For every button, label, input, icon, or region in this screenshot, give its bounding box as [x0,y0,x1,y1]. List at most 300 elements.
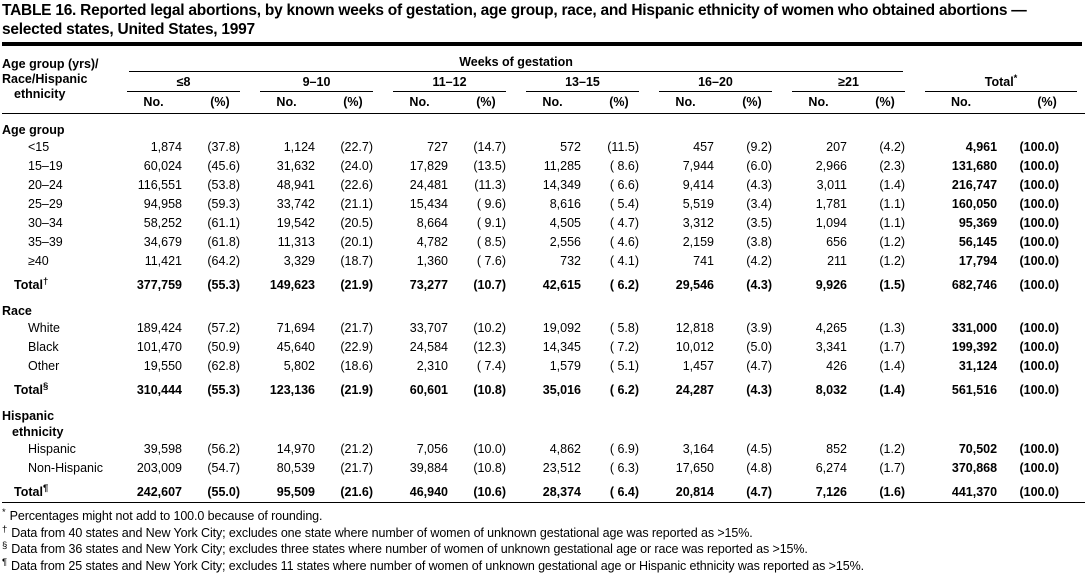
footnote [2,508,1082,525]
percent-cell: (100.0) [1019,359,1060,373]
percent-cell: (22.6) [340,178,373,192]
table-row [2,138,1085,157]
percent-cell: (4.7) [746,485,772,499]
gestation-group-header [649,72,782,92]
percent-cell: (59.3) [207,197,240,211]
row-label [2,440,117,459]
count-cell: 9,926 [815,278,847,292]
percent-cell: (20.1) [340,235,373,249]
percent-cell: (4.8) [746,461,772,475]
count-cell: 11,421 [144,254,182,268]
percent-cell: (55.3) [207,278,240,292]
table-row [2,319,1085,338]
count-cell: 3,341 [815,340,847,354]
table-row [2,233,1085,252]
count-cell: 131,680 [951,159,998,173]
count-cell: 39,598 [143,442,182,456]
count-cell: 727 [427,140,448,154]
count-cell: 31,632 [276,159,315,173]
total-row [2,478,1085,503]
footnote [2,558,1082,575]
count-cell: 4,505 [549,216,581,230]
count-cell: 46,940 [409,485,448,499]
percent-cell: (20.5) [340,216,373,230]
total-label-text: Total [984,75,1014,89]
weeks-of-gestation-header [117,55,915,72]
table-header [2,55,1085,114]
count-cell: 457 [693,140,714,154]
percent-cell: (100.0) [1019,383,1060,397]
table-row [2,338,1085,357]
count-cell: 216,747 [951,178,998,192]
percent-cell: (10.8) [473,461,506,475]
row-label-text: Total [14,278,43,292]
percent-cell: ( 6.2) [609,278,639,292]
count-cell: 1,124 [283,140,315,154]
percent-cell: (100.0) [1019,197,1060,211]
percent-cell: ( 6.3) [609,461,639,475]
count-cell: 370,868 [951,461,998,475]
no-column-header: No. [117,92,190,114]
pct-column-header: (%) [456,92,516,114]
count-cell: 441,370 [951,485,998,499]
footnotes [2,508,1082,574]
count-cell: 101,470 [136,340,182,354]
count-cell: 1,360 [416,254,448,268]
count-cell: 149,623 [269,278,315,292]
count-cell: 1,781 [815,197,847,211]
section-heading-line: Age group [2,123,65,137]
count-cell: 123,136 [269,383,315,397]
percent-cell: (1.6) [879,485,906,499]
row-footnote-symbol: ¶ [42,482,49,494]
count-cell: 80,539 [276,461,315,475]
count-cell: 11,313 [277,235,315,249]
percent-cell: (100.0) [1019,178,1060,192]
count-cell: 207 [826,140,847,154]
percent-cell: (4.2) [879,140,906,154]
row-label [2,459,117,478]
count-cell: 14,970 [276,442,315,456]
percent-cell: (10.7) [473,278,506,292]
table-row [2,357,1085,376]
count-cell: 14,349 [542,178,581,192]
percent-cell: (18.6) [340,359,373,373]
row-footnote-symbol: † [42,275,49,287]
count-cell: 56,145 [958,235,998,249]
title-rule [2,42,1082,46]
count-cell: 31,124 [958,359,998,373]
count-cell: 2,966 [815,159,847,173]
count-cell: 242,607 [136,485,182,499]
count-cell: 4,265 [815,321,847,335]
percent-cell: (4.3) [746,383,772,397]
count-cell: 331,000 [951,321,998,335]
percent-cell: ( 7.4) [476,359,506,373]
count-cell: 24,481 [409,178,448,192]
count-cell: 94,958 [143,197,182,211]
percent-cell: (100.0) [1019,485,1060,499]
percent-cell: (21.2) [340,442,373,456]
percent-cell: (22.9) [340,340,373,354]
count-cell: 14,345 [542,340,581,354]
percent-cell: (21.9) [340,383,373,397]
table-row [2,459,1085,478]
percent-cell: ( 8.5) [476,235,506,249]
count-cell: 70,502 [958,442,998,456]
count-cell: 3,164 [682,442,714,456]
gestation-group-label: 9–10 [260,75,373,92]
pct-column-header: (%) [722,92,782,114]
percent-cell: (4.3) [746,178,772,192]
row-label-text: 30–34 [28,216,63,230]
footnote-symbol: § [2,539,8,551]
count-cell: 1,457 [682,359,714,373]
percent-cell: (100.0) [1019,235,1060,249]
count-cell: 7,944 [682,159,714,173]
table-row [2,176,1085,195]
count-cell: 42,615 [542,278,581,292]
table-row [2,157,1085,176]
gestation-group-label: 16–20 [659,75,772,92]
percent-cell: (21.7) [340,461,373,475]
row-label-text: Non-Hispanic [28,461,104,475]
count-cell: 189,424 [136,321,182,335]
count-cell: 741 [693,254,714,268]
percent-cell: (61.1) [207,216,240,230]
total-column-label [925,72,1077,92]
no-column-header: No. [250,92,323,114]
percent-cell: (56.2) [207,442,240,456]
percent-cell: ( 7.6) [476,254,506,268]
percent-cell: (55.3) [207,383,240,397]
table-row [2,440,1085,459]
section-heading-row [2,295,1085,319]
percent-cell: (4.3) [746,278,772,292]
percent-cell: (10.2) [473,321,506,335]
section-heading [2,114,1085,139]
percent-cell: (100.0) [1019,461,1060,475]
percent-cell: ( 7.2) [609,340,639,354]
footnote [2,541,1082,558]
row-label [2,478,117,503]
percent-cell: ( 6.2) [609,383,639,397]
percent-cell: ( 6.4) [609,485,639,499]
gestation-group-header [516,72,649,92]
percent-cell: (2.3) [879,159,906,173]
header-spacer [915,55,1085,72]
percent-cell: (1.2) [879,254,906,268]
count-cell: 95,509 [276,485,315,499]
count-cell: 17,650 [675,461,714,475]
percent-cell: ( 4.7) [609,216,639,230]
count-cell: 732 [560,254,581,268]
count-cell: 8,032 [815,383,847,397]
footnote-symbol: ¶ [2,556,8,568]
count-cell: 58,252 [143,216,182,230]
row-label-text: Total [14,383,43,397]
no-column-header: No. [383,92,456,114]
percent-cell: (6.0) [746,159,772,173]
header-row-groups [2,72,1085,92]
count-cell: 24,584 [409,340,448,354]
pct-column-header: (%) [323,92,383,114]
count-cell: 48,941 [276,178,315,192]
percent-cell: (100.0) [1019,340,1060,354]
count-cell: 19,092 [542,321,581,335]
gestation-table [2,55,1085,503]
count-cell: 39,884 [409,461,448,475]
percent-cell: (45.6) [207,159,240,173]
count-cell: 12,818 [675,321,714,335]
percent-cell: (9.2) [746,140,772,154]
count-cell: 572 [560,140,581,154]
percent-cell: (11.3) [474,178,506,192]
count-cell: 116,551 [137,178,182,192]
percent-cell: (3.5) [746,216,772,230]
percent-cell: ( 5.8) [609,321,639,335]
pct-column-header: (%) [1007,92,1085,114]
percent-cell: (57.2) [207,321,240,335]
row-label-text: 20–24 [28,178,63,192]
count-cell: 3,011 [816,178,847,192]
percent-cell: (1.4) [879,383,906,397]
count-cell: 24,287 [675,383,714,397]
row-label-text: Black [28,340,59,354]
count-cell: 95,369 [958,216,998,230]
count-cell: 5,802 [283,359,315,373]
count-cell: 4,782 [416,235,448,249]
percent-cell: (21.6) [340,485,373,499]
row-label [2,252,117,271]
percent-cell: ( 6.9) [609,442,639,456]
weeks-of-gestation-label: Weeks of gestation [129,55,903,72]
percent-cell: (4.5) [746,442,772,456]
row-footnote-symbol: § [42,380,49,392]
percent-cell: (61.8) [207,235,240,249]
percent-cell: (62.8) [207,359,240,373]
count-cell: 20,814 [675,485,714,499]
percent-cell: ( 4.6) [609,235,639,249]
section-heading-line: Race [2,304,32,318]
percent-cell: (100.0) [1019,321,1060,335]
gestation-group-header [117,72,250,92]
row-label-text: ≥40 [28,254,49,268]
count-cell: 310,444 [136,383,182,397]
percent-cell: (1.4) [879,178,906,192]
section-heading-row [2,400,1085,440]
count-cell: 73,277 [409,278,448,292]
count-cell: 7,126 [815,485,847,499]
percent-cell: (100.0) [1019,254,1060,268]
count-cell: 199,392 [951,340,998,354]
percent-cell: (37.8) [207,140,240,154]
header-row-units [2,92,1085,114]
count-cell: 1,579 [549,359,581,373]
percent-cell: (10.0) [473,442,506,456]
count-cell: 3,329 [283,254,315,268]
count-cell: 377,759 [136,278,182,292]
percent-cell: (21.9) [340,278,373,292]
percent-cell: (1.7) [879,340,906,354]
percent-cell: (1.3) [879,321,906,335]
pct-column-header: (%) [190,92,250,114]
gestation-group-label: ≤8 [127,75,240,92]
count-cell: 2,159 [682,235,714,249]
row-label-text: 35–39 [28,235,63,249]
percent-cell: (11.5) [607,140,639,154]
percent-cell: (1.1) [879,197,906,211]
row-label [2,195,117,214]
percent-cell: (64.2) [207,254,240,268]
percent-cell: (21.7) [340,321,373,335]
section-heading-row [2,114,1085,139]
total-row [2,376,1085,400]
percent-cell: ( 9.1) [476,216,506,230]
percent-cell: (22.7) [340,140,373,154]
footnote-text: Data from 40 states and New York City; excludes one state where number of women of unknown gestational age was reported as >15%. [11,525,753,540]
gestation-group-header [383,72,516,92]
count-cell: 7,056 [416,442,448,456]
count-cell: 19,550 [143,359,182,373]
count-cell: 45,640 [276,340,315,354]
percent-cell: (100.0) [1019,140,1060,154]
total-column-header [915,72,1085,92]
section-heading-line: ethnicity [12,425,64,439]
row-label-text: 15–19 [28,159,63,173]
row-label-text: Other [28,359,60,373]
section-heading [2,295,1085,319]
percent-cell: (4.7) [746,359,772,373]
footnote-symbol: * [2,506,6,518]
count-cell: 8,616 [549,197,581,211]
row-label [2,233,117,252]
percent-cell: ( 4.1) [609,254,639,268]
percent-cell: (24.0) [340,159,373,173]
percent-cell: (4.2) [746,254,772,268]
percent-cell: (12.3) [473,340,506,354]
percent-cell: (3.4) [746,197,772,211]
count-cell: 656 [826,235,847,249]
count-cell: 35,016 [542,383,581,397]
header-row-gestation [2,55,1085,72]
percent-cell: (1.4) [879,359,906,373]
count-cell: 4,961 [965,140,998,154]
count-cell: 852 [826,442,847,456]
total-row [2,271,1085,295]
percent-cell: ( 6.6) [609,178,639,192]
count-cell: 8,664 [416,216,448,230]
section-heading [2,400,1085,440]
percent-cell: ( 5.1) [609,359,639,373]
count-cell: 60,601 [409,383,448,397]
row-label [2,271,117,295]
row-stub-header [2,55,117,114]
percent-cell: (100.0) [1019,442,1060,456]
row-label [2,319,117,338]
percent-cell: (1.1) [879,216,906,230]
row-label [2,214,117,233]
row-label-text: Total [14,485,43,499]
row-label [2,176,117,195]
stub-header-line: Age group (yrs)/ [2,57,99,71]
percent-cell: ( 5.4) [609,197,639,211]
row-label [2,376,117,400]
count-cell: 15,434 [409,197,448,211]
count-cell: 2,310 [416,359,448,373]
footnote-text: Data from 36 states and New York City; excludes three states where number of women of unknown gestational age or race was reported as >15%. [11,542,808,556]
percent-cell: (100.0) [1019,278,1060,292]
count-cell: 11,285 [543,159,581,173]
count-cell: 60,024 [143,159,182,173]
count-cell: 28,374 [542,485,581,499]
row-label [2,138,117,157]
percent-cell: (13.5) [473,159,506,173]
count-cell: 160,050 [951,197,998,211]
footnote-symbol: † [2,523,8,535]
gestation-group-header [250,72,383,92]
count-cell: 2,556 [549,235,581,249]
percent-cell: (54.7) [207,461,240,475]
pct-column-header: (%) [589,92,649,114]
percent-cell: (10.6) [473,485,506,499]
percent-cell: ( 8.6) [609,159,639,173]
footnote-text: Data from 25 states and New York City; excludes 11 states where number of women of unknown gestational age or Hispanic ethnicity was reported as >15%. [11,558,864,573]
count-cell: 23,512 [542,461,581,475]
count-cell: 203,009 [136,461,182,475]
gestation-group-label: ≥21 [792,75,905,92]
count-cell: 6,274 [815,461,847,475]
percent-cell: (18.7) [340,254,373,268]
no-column-header: No. [915,92,1007,114]
percent-cell: ( 9.6) [476,197,506,211]
count-cell: 17,829 [409,159,448,173]
percent-cell: (14.7) [473,140,506,154]
percent-cell: (55.0) [207,485,240,499]
percent-cell: (10.8) [473,383,506,397]
count-cell: 561,516 [951,383,998,397]
percent-cell: (50.9) [207,340,240,354]
pct-column-header: (%) [855,92,915,114]
table-row [2,214,1085,233]
count-cell: 34,679 [143,235,182,249]
row-label-text: 25–29 [28,197,63,211]
percent-cell: (21.1) [340,197,373,211]
count-cell: 19,542 [276,216,315,230]
percent-cell: (5.0) [746,340,772,354]
section-heading-line: Hispanic [2,409,55,423]
count-cell: 211 [827,254,847,268]
percent-cell: (3.8) [746,235,772,249]
footnote-text: Percentages might not add to 100.0 because of rounding. [9,509,323,523]
count-cell: 426 [826,359,847,373]
count-cell: 3,312 [682,216,714,230]
percent-cell: (100.0) [1019,159,1060,173]
percent-cell: (3.9) [746,321,772,335]
table-row [2,252,1085,271]
count-cell: 5,519 [682,197,714,211]
percent-cell: (100.0) [1019,216,1060,230]
footnote [2,525,1082,542]
count-cell: 17,794 [958,254,998,268]
gestation-group-label: 13–15 [526,75,639,92]
total-footnote-symbol: * [1013,72,1018,84]
stub-header-line: ethnicity [14,87,66,101]
count-cell: 33,707 [409,321,448,335]
count-cell: 1,094 [815,216,847,230]
row-label-text: White [28,321,60,335]
no-column-header: No. [516,92,589,114]
